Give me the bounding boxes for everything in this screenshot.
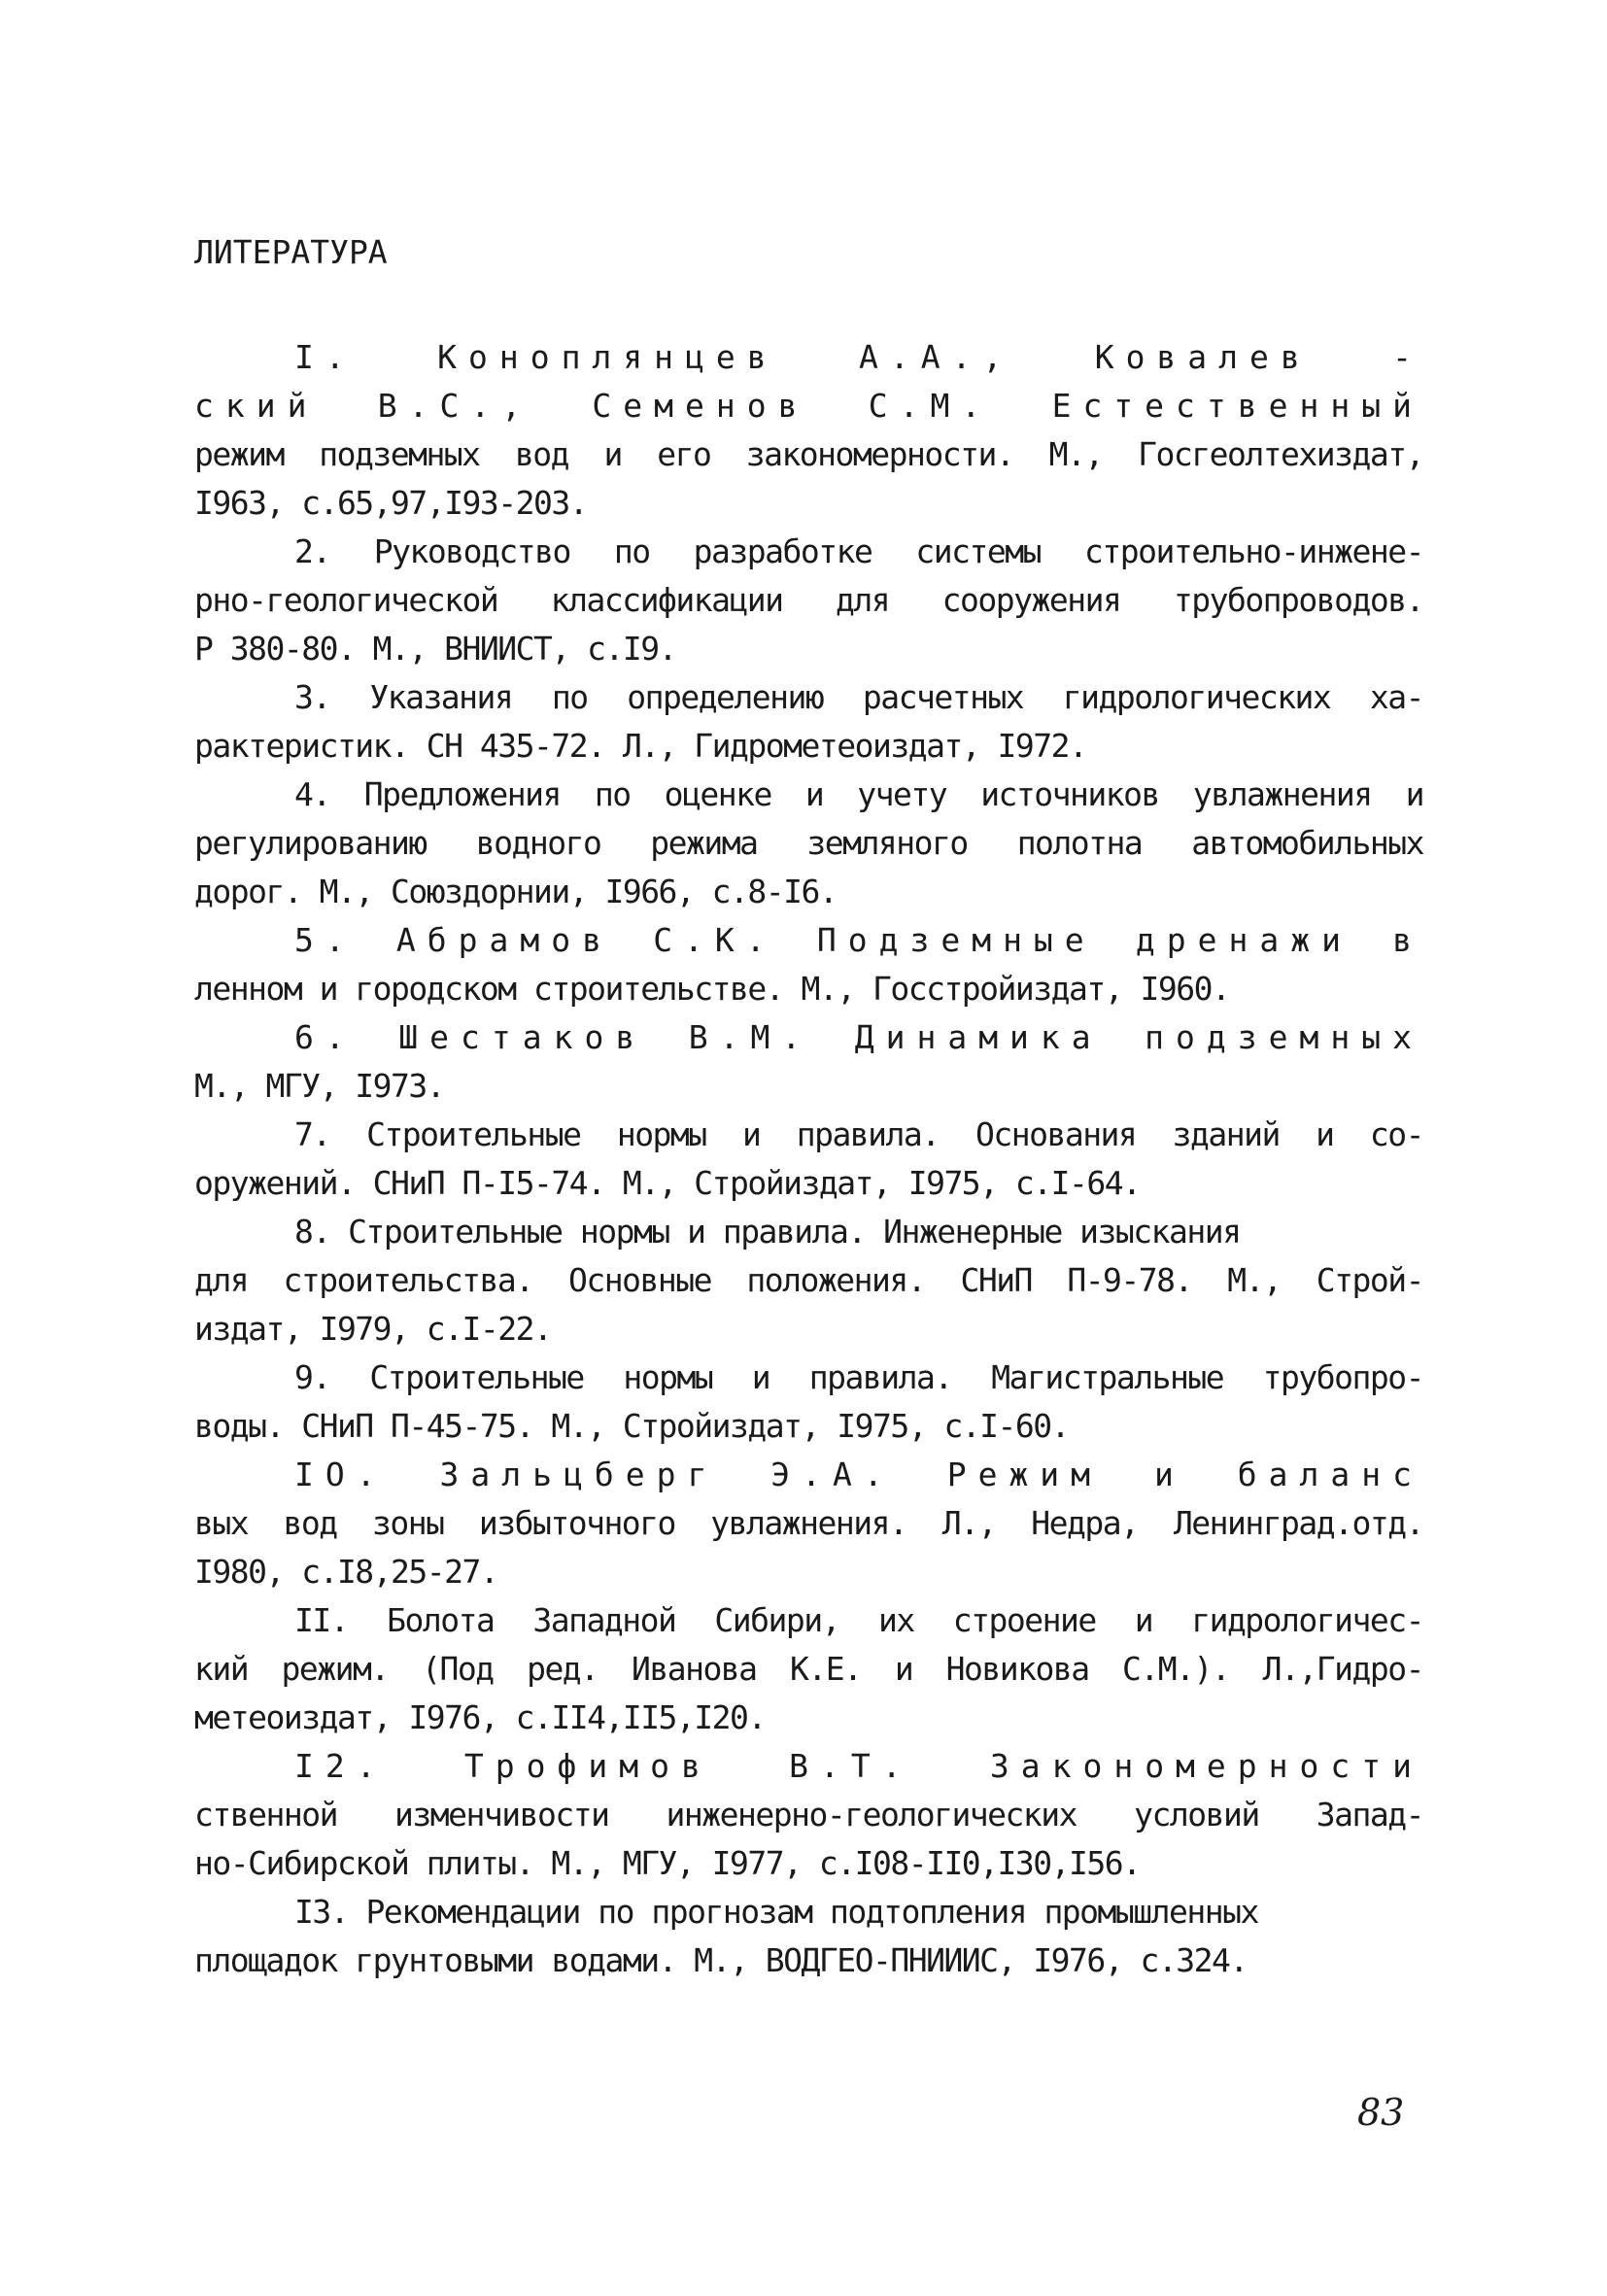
entry-line: Р 380-80. М., ВНИИСТ, с.I9. <box>194 630 676 668</box>
bibliography-entry <box>194 333 1423 528</box>
bibliography-entry <box>194 1354 1423 1451</box>
entry-line: ский В.С., Семенов С.М. Естественный <box>194 387 1423 425</box>
entry-line: 6. Шестаков В.М. Динамика подземных <box>294 1018 1423 1056</box>
entry-line: II. Болота Западной Сибири, их строение и гидрологичес- <box>294 1601 1423 1639</box>
bibliography-entry <box>194 1111 1423 1208</box>
bibliography-entry <box>194 1742 1423 1888</box>
entry-line: 2. Руководство по разработке системы строительно-инжене- <box>294 532 1423 570</box>
entry-line: вых вод зоны избыточного увлажнения. Л., Недра, Ленинград.отд. <box>194 1504 1423 1542</box>
entry-line: рактеристик. СН 435-72. Л., Гидрометеоиздат, I972. <box>194 727 1087 765</box>
entry-line: 4. Предложения по оценке и учету источников увлажнения и <box>294 775 1423 813</box>
bibliography-entry <box>194 916 1423 1013</box>
section-heading: ЛИТЕРАТУРА <box>194 233 388 271</box>
entry-line: I980, с.I8,25-27. <box>194 1553 498 1591</box>
entry-line: ственной изменчивости инженерно-геологических условий Запад- <box>194 1796 1423 1833</box>
entry-line: I963, с.65,97,I93-203. <box>194 484 588 522</box>
entry-line: регулированию водного режима земляного полотна автомобильных <box>194 824 1423 862</box>
entry-line: IO. Зальцберг Э.А. Режим и баланс <box>294 1456 1423 1493</box>
entry-line: дорог. М., Союздорнии, I966, с.8-I6. <box>194 873 838 910</box>
entry-line: 3. Указания по определению расчетных гидрологических ха- <box>294 678 1423 716</box>
bibliography-entry <box>194 1451 1423 1596</box>
entry-line: для строительства. Основные положения. СНиП П-9-78. М., Строй- <box>194 1261 1423 1299</box>
entry-line: 5. Абрамов С.К. Подземные дренажи в <box>294 921 1423 959</box>
entry-line: I. Коноплянцев А.А., Ковалев - <box>294 338 1423 376</box>
entry-line: но-Сибирской плиты. М., МГУ, I977, с.I08-II0,I30,I56. <box>194 1844 1141 1882</box>
bibliography-entry <box>194 1596 1423 1742</box>
entry-line: I2. Трофимов В.Т. Закономерности <box>294 1747 1423 1785</box>
page-number: 83 <box>1357 2091 1405 2134</box>
entry-line: 7. Строительные нормы и правила. Основания зданий и со- <box>294 1115 1423 1153</box>
entry-line: I3. Рекомендации по прогнозам подтопления промышленных <box>294 1893 1258 1931</box>
entry-line: метеоиздат, I976, с.II4,II5,I20. <box>194 1698 766 1736</box>
bibliography-entry <box>194 1208 1423 1354</box>
bibliography-list <box>194 333 1423 1985</box>
entry-line: рно-геологической классификации для сооружения трубопроводов. <box>194 581 1423 619</box>
entry-line: оружений. СНиП П-I5-74. М., Стройиздат, I975, с.I-64. <box>194 1164 1141 1202</box>
entry-line: кий режим. (Под ред. Иванова К.Е. и Новикова С.М.). Л.,Гидро- <box>194 1650 1423 1688</box>
bibliography-entry <box>194 771 1423 916</box>
bibliography-entry <box>194 528 1423 673</box>
entry-line: 8. Строительные нормы и правила. Инженерные изыскания <box>294 1213 1241 1251</box>
entry-line: воды. СНиП П-45-75. М., Стройиздат, I975, с.I-60. <box>194 1407 1070 1445</box>
entry-line: М., МГУ, I973. <box>194 1067 445 1105</box>
bibliography-entry <box>194 1013 1423 1111</box>
entry-line: ленном и городском строительстве. М., Госстройиздат, I960. <box>194 970 1230 1008</box>
bibliography-entry <box>194 1888 1423 1985</box>
entry-line: режим подземных вод и его закономерности. М., Госгеолтехиздат, <box>194 435 1423 473</box>
bibliography-entry <box>194 673 1423 771</box>
entry-line: площадок грунтовыми водами. М., ВОДГЕО-ПНИИИС, I976, с.324. <box>194 1941 1248 1979</box>
entry-line: 9. Строительные нормы и правила. Магистральные трубопро- <box>294 1358 1423 1396</box>
entry-line: издат, I979, с.I-22. <box>194 1310 552 1348</box>
